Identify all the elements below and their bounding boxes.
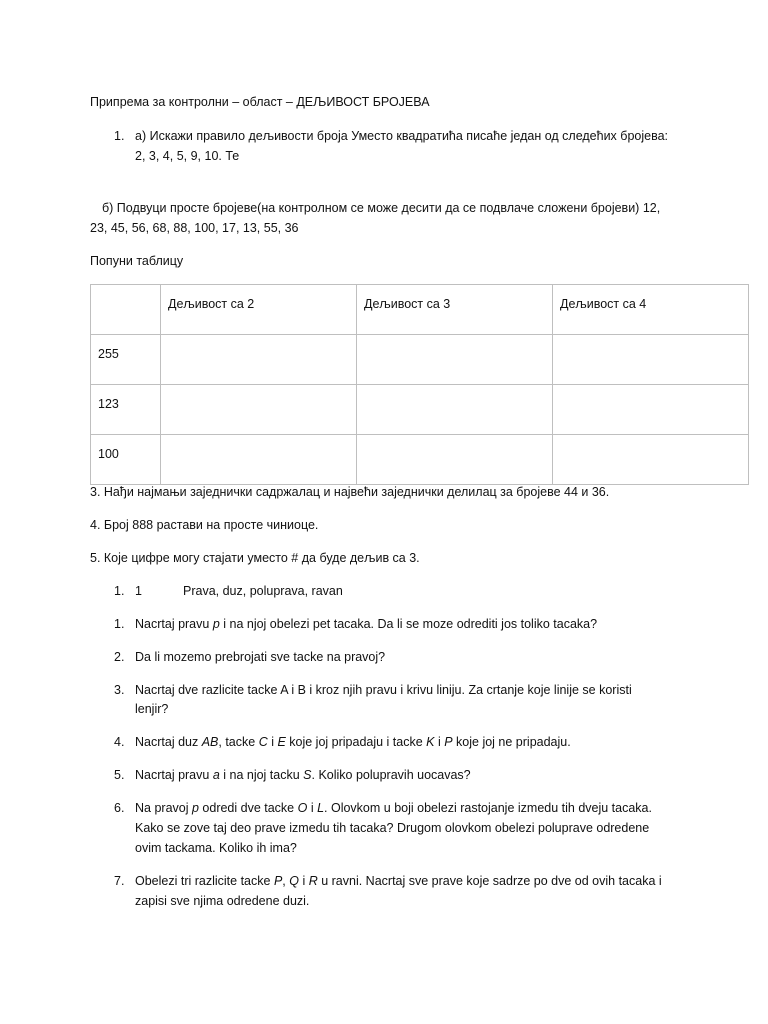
table-cell bbox=[553, 335, 749, 385]
table-cell bbox=[161, 385, 357, 435]
section-number: 1. bbox=[114, 584, 125, 598]
geo-item-6-line1: Na pravoj p odredi dve tacke O i L. Olovkom u boji obelezi rastojanje izmedu tih dveju tacaka. bbox=[135, 801, 652, 815]
q1b-line1: б) Подвуци просте бројеве(на контролном се може десити да се подвлаче сложени бројеви) 12, bbox=[102, 201, 661, 215]
geo-item-7-line1: Obelezi tri razlicite tacke P, Q i R u ravni. Nacrtaj sve prave koje sadrze po dve od ovih tacaka i bbox=[135, 874, 662, 888]
geo-item-3-line2: lenjir? bbox=[135, 702, 169, 716]
question-5: 5. Које цифре могу стајати уместо # да буде дељив са 3. bbox=[90, 551, 420, 565]
section-subnumber: 1 bbox=[135, 584, 142, 598]
geo-item-2: Da li mozemo prebrojati sve tacke na pravoj? bbox=[135, 650, 386, 664]
geo-item-number: 1. bbox=[114, 617, 125, 631]
table-cell bbox=[553, 435, 749, 485]
q1a-line1: а) Искажи правило дељивости броја Уместо квадратића писаће један од следећих бројева: bbox=[135, 129, 668, 143]
table-cell: 123 bbox=[91, 385, 161, 435]
geo-item-number: 7. bbox=[114, 874, 125, 888]
geo-item-number: 2. bbox=[114, 650, 125, 664]
table-cell: 100 bbox=[91, 435, 161, 485]
table-cell bbox=[161, 335, 357, 385]
geo-item-3-line1: Nacrtaj dve razlicite tacke A i B i kroz njih pravu i krivu liniju. Za crtanje koje linije se koristi bbox=[135, 683, 632, 697]
geo-item-number: 4. bbox=[114, 735, 125, 749]
geo-item-number: 5. bbox=[114, 768, 125, 782]
q1-number: 1. bbox=[114, 129, 125, 143]
divisibility-table bbox=[90, 284, 749, 485]
table-header-row bbox=[91, 285, 749, 335]
geo-item-1: Nacrtaj pravu p i na njoj obelezi pet tacaka. Da li se moze odrediti jos toliko tacaka? bbox=[135, 617, 598, 631]
table-header-cell: Дељивост са 3 bbox=[357, 285, 553, 335]
table-cell bbox=[357, 385, 553, 435]
table-row bbox=[91, 335, 749, 385]
geo-item-number: 3. bbox=[114, 683, 125, 697]
geo-item-7-line2: zapisi sve njima odredene duzi. bbox=[135, 894, 310, 908]
table-header-cell: Дељивост са 4 bbox=[553, 285, 749, 335]
geo-item-6-line3: ovim tackama. Koliko ih ima? bbox=[135, 841, 297, 855]
table-row bbox=[91, 435, 749, 485]
table-cell bbox=[357, 435, 553, 485]
table-cell bbox=[357, 335, 553, 385]
table-cell bbox=[161, 435, 357, 485]
table-row bbox=[91, 385, 749, 435]
section-title: Prava, duz, poluprava, ravan bbox=[183, 584, 343, 598]
table-header-cell bbox=[91, 285, 161, 335]
geo-item-6-line2: Kako se zove taj deo prave izmedu tih tacaka? Drugom olovkom obelezi poluprave odredene bbox=[135, 821, 650, 835]
table-cell bbox=[553, 385, 749, 435]
geo-item-number: 6. bbox=[114, 801, 125, 815]
table-header-cell: Дељивост са 2 bbox=[161, 285, 357, 335]
geo-item-5: Nacrtaj pravu a i na njoj tacku S. Koliko polupravih uocavas? bbox=[135, 768, 471, 782]
table-cell: 255 bbox=[91, 335, 161, 385]
question-4: 4. Број 888 растави на просте чиниоце. bbox=[90, 518, 319, 532]
question-3: 3. Нађи најмањи заједнички садржалац и највећи заједнички делилац за бројеве 44 и 36. bbox=[90, 485, 610, 499]
q1b-line2: 23, 45, 56, 68, 88, 100, 17, 13, 55, 36 bbox=[90, 221, 299, 235]
table-intro: Попуни таблицу bbox=[90, 254, 184, 268]
geo-item-4: Nacrtaj duz AB, tacke C i E koje joj pripadaju i tacke K i P koje joj ne pripadaju. bbox=[135, 735, 571, 749]
q1a-line2: 2, 3, 4, 5, 9, 10. Те bbox=[135, 149, 240, 163]
page-title: Припрема за контролни – област – ДЕЉИВОСТ БРОЈЕВА bbox=[90, 95, 430, 109]
